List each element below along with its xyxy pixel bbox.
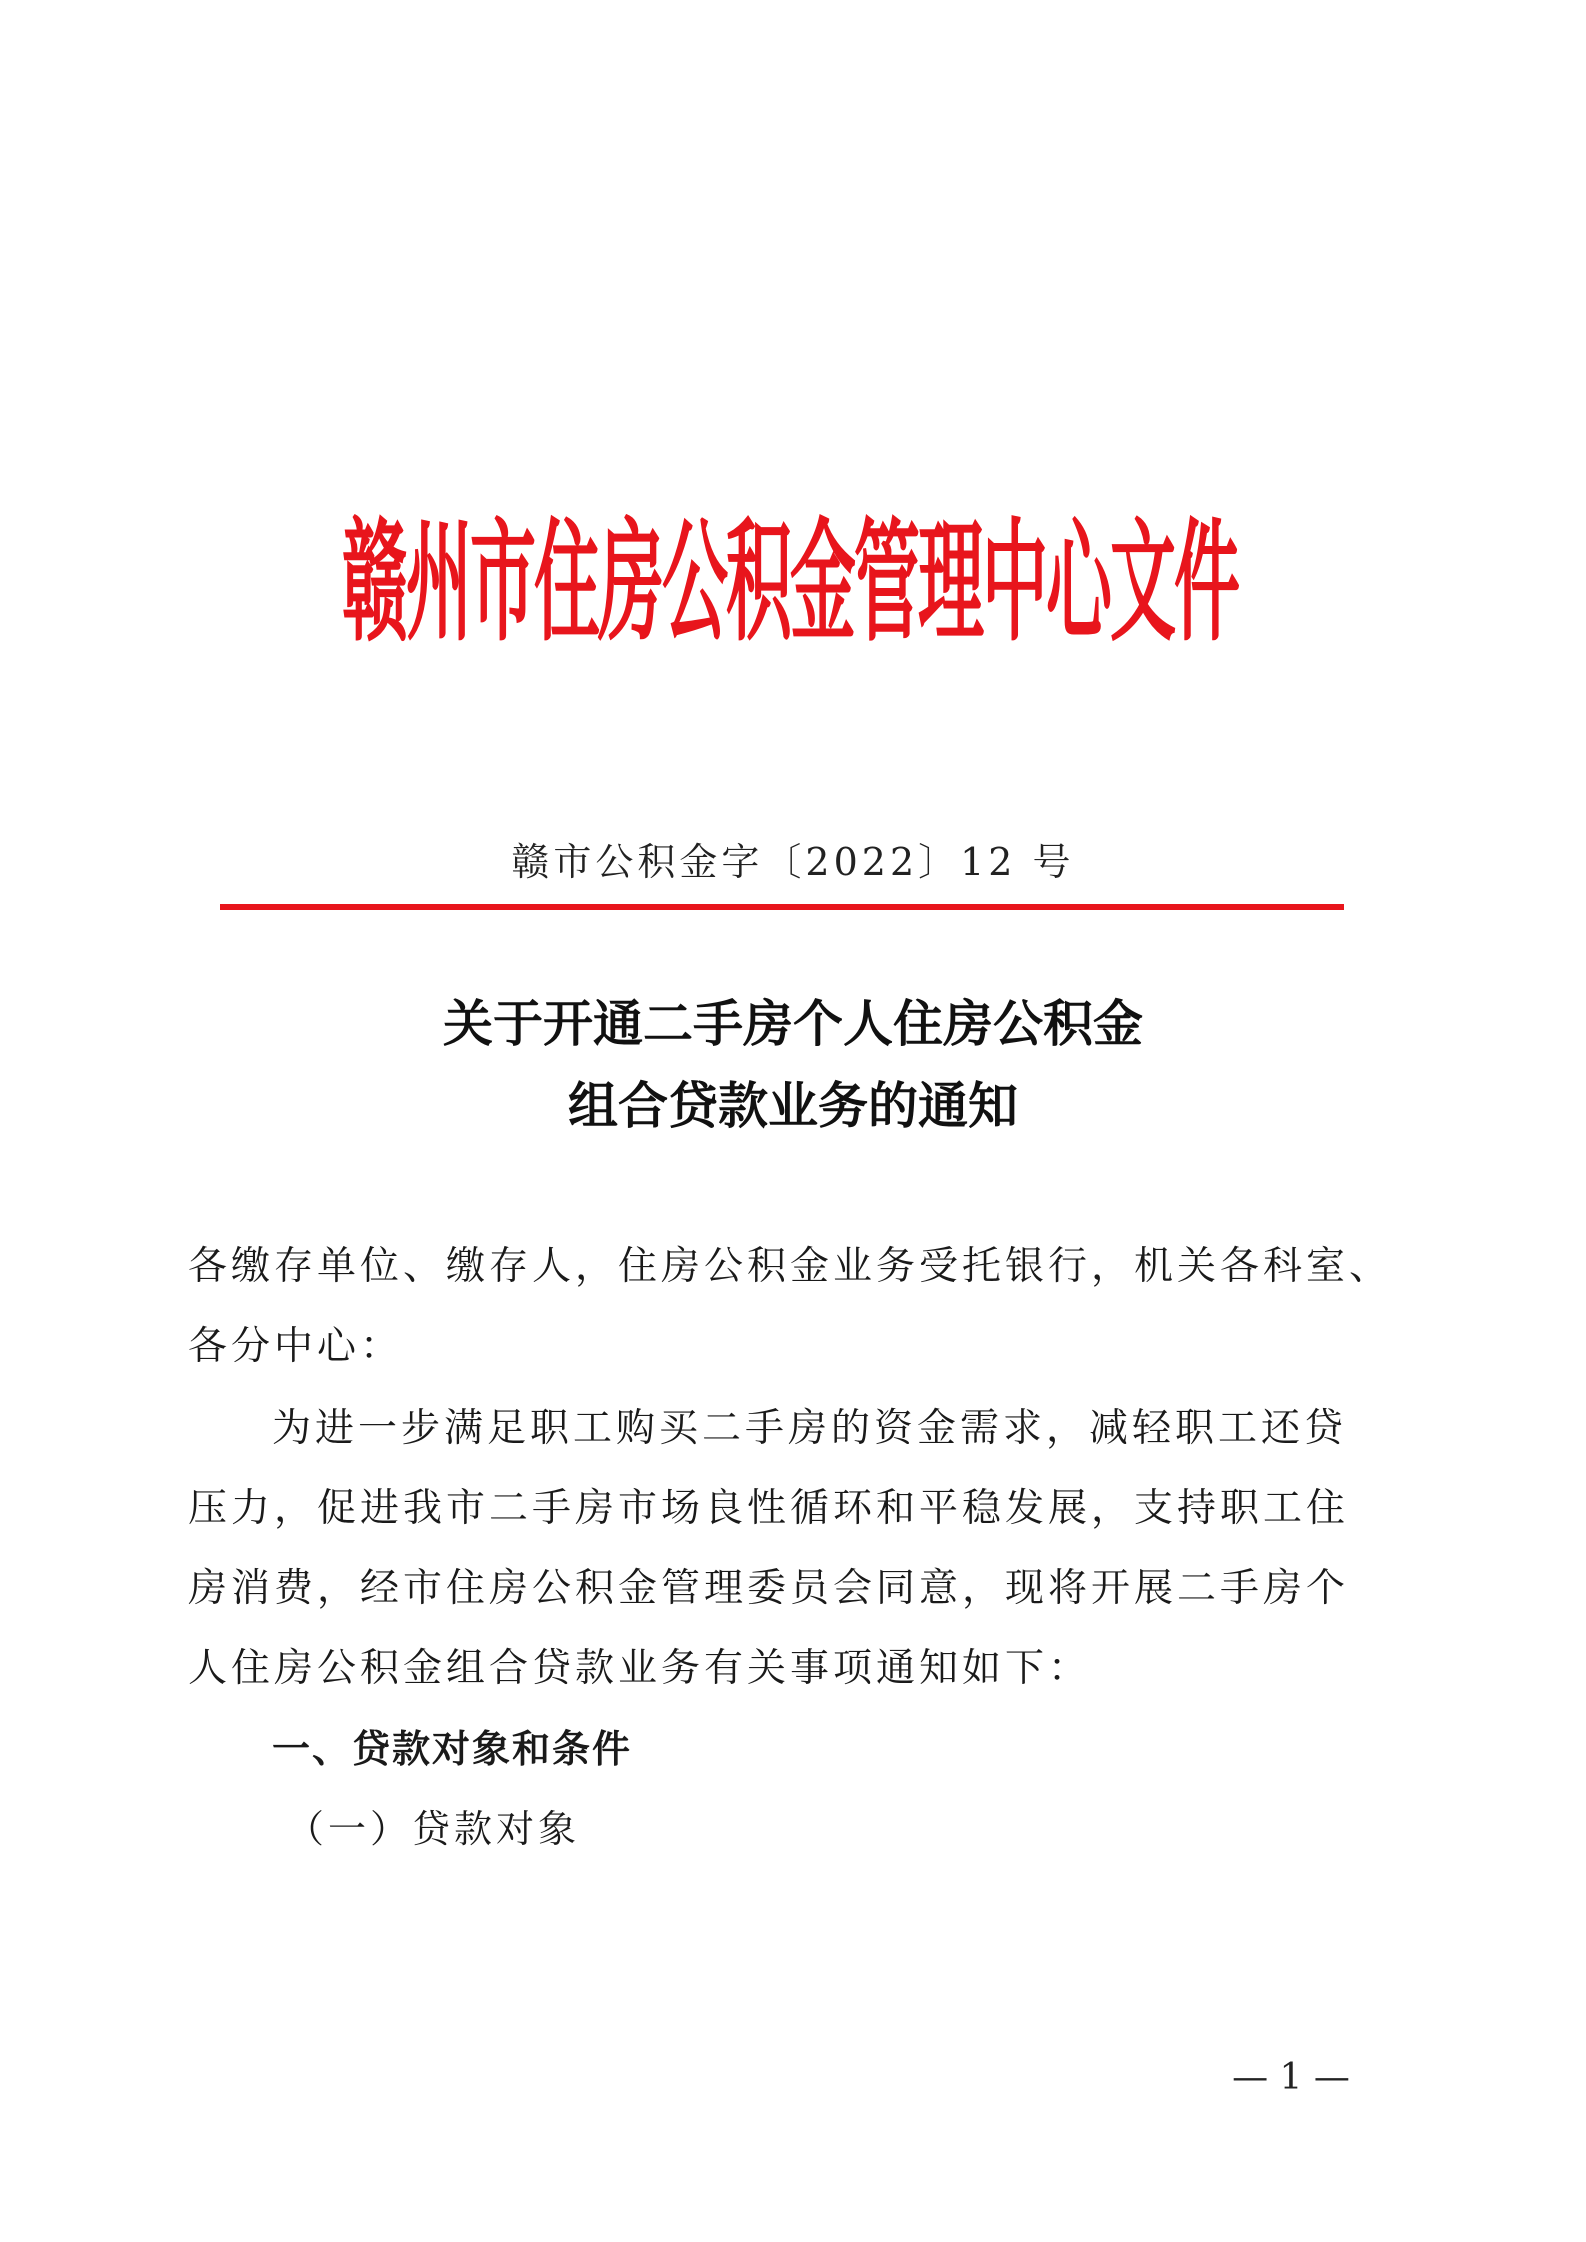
document-title-line-1: 关于开通二手房个人住房公积金 <box>443 995 1143 1053</box>
addressee-line-2: 各分中心： <box>188 1324 404 1369</box>
document-title-line-2: 组合贷款业务的通知 <box>568 1077 1018 1135</box>
page-number: — 1 — <box>1232 2057 1350 2098</box>
section-1-heading: 一、贷款对象和条件 <box>272 1727 633 1771</box>
masthead-container <box>200 498 1380 668</box>
document-number: 赣市公积金字〔2022〕12 号 <box>511 840 1075 884</box>
paragraph-1-line-2: 压力，促进我市二手房市场良性循环和平稳发展，支持职工住 <box>188 1486 1350 1531</box>
paragraph-1-line-3: 房消费，经市住房公积金管理委员会同意，现将开展二手房个 <box>188 1566 1350 1611</box>
subsection-1-heading: （一）贷款对象 <box>286 1807 581 1851</box>
paragraph-1-line-4: 人住房公积金组合贷款业务有关事项通知如下： <box>188 1646 1092 1691</box>
issuer-masthead: 赣州市住房公积金管理中心文件 <box>342 506 1238 660</box>
red-divider-line <box>220 904 1344 910</box>
addressee-line-1: 各缴存单位、缴存人，住房公积金业务受托银行，机关各科室、 <box>188 1244 1393 1289</box>
paragraph-1-line-1: 为进一步满足职工购买二手房的资金需求，减轻职工还贷 <box>272 1406 1348 1451</box>
